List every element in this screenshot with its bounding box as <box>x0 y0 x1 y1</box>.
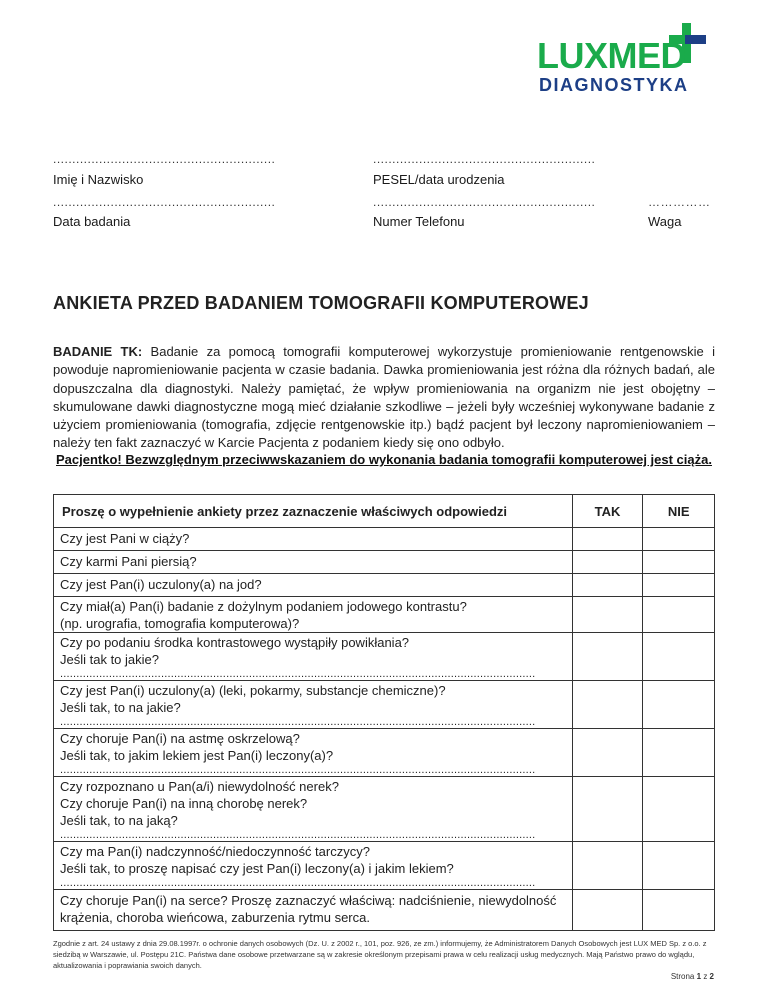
answer-no-cell[interactable] <box>643 681 715 729</box>
logo-brand: LUXMED <box>537 35 686 76</box>
answer-dotline[interactable]: .................................................................................................................................................. <box>60 877 536 889</box>
answer-yes-cell[interactable] <box>572 681 643 729</box>
logo-subtitle: DIAGNOSTYKA <box>539 75 689 95</box>
answer-no-cell[interactable] <box>643 729 715 777</box>
table-header-no: NIE <box>643 495 715 528</box>
table-header-row <box>54 495 715 528</box>
question-text: Czy choruje Pan(i) na inną chorobę nerek? <box>60 796 308 811</box>
table-row <box>54 574 715 597</box>
answer-yes-cell[interactable] <box>572 842 643 890</box>
answer-no-cell[interactable] <box>643 777 715 842</box>
question-text: Czy choruje Pan(i) na serce? Proszę zaznaczyć właściwą: nadciśnienie, niewydolność <box>60 893 557 908</box>
page-current: 1 <box>696 972 702 981</box>
page-number <box>671 972 714 981</box>
question-text: Jeśli tak, to na jakie? <box>60 700 181 715</box>
answer-no-cell[interactable] <box>643 551 715 574</box>
date-field-dots[interactable]: .......................................................... <box>53 195 276 209</box>
answer-dotline[interactable]: .................................................................................................................................................. <box>60 668 536 680</box>
question-text: Czy miał(a) Pan(i) badanie z dożylnym podaniem jodowego kontrastu? <box>60 599 467 614</box>
answer-yes-cell[interactable] <box>572 729 643 777</box>
question-text: Czy jest Pan(i) uczulony(a) na jod? <box>60 577 262 592</box>
answer-yes-cell[interactable] <box>572 574 643 597</box>
answer-no-cell[interactable] <box>643 842 715 890</box>
question-text: krążenia, choroba wieńcowa, zaburzenia rytmu serca. <box>60 910 370 925</box>
page-title: ANKIETA PRZED BADANIEM TOMOGRAFII KOMPUTEROWEJ <box>53 293 589 313</box>
questionnaire-table <box>53 494 715 931</box>
answer-dotline[interactable]: .................................................................................................................................................. <box>60 764 536 776</box>
phone-label: Numer Telefonu <box>373 214 465 229</box>
table-row <box>54 633 715 681</box>
weight-label: Waga <box>648 214 682 229</box>
question-text: Czy choruje Pan(i) na astmę oskrzelową? <box>60 731 300 746</box>
table-row <box>54 551 715 574</box>
question-text: (np. urografia, tomografia komputerowa)? <box>60 616 300 631</box>
table-row <box>54 597 715 633</box>
intro-text: Badanie za pomocą tomografii komputerowej wykorzystuje promieniowanie rentgenowskie i powoduje napromieniowanie pacjenta w czasie badania. Dawka promieniowania jest różna dla różnych badań, ale dopuszczalna dla diagnostyki. Należy pamiętać, że wpływ promieniowania na organizm nie jest obojętny – skumulowane dawki diagnostyczne mogą mieć działanie szkodliwe – jeżeli były wcześniej wykonywane badanie z użyciem promieniowania (tomografia, zdjęcie rentgenowskie itp.) bądź pacjent był leczony napromieniowaniem – należy ten fakt zaznaczyć w Karcie Pacjenta z podaniem kiedy się ono odbyło. <box>53 344 716 451</box>
answer-yes-cell[interactable] <box>572 777 643 842</box>
table-row <box>54 681 715 729</box>
table-row <box>54 777 715 842</box>
pesel-field-dots[interactable]: .......................................................... <box>373 152 596 166</box>
privacy-footer: Zgodnie z art. 24 ustawy z dnia 29.08.1997r. o ochronie danych osobowych (Dz. U. z 2002 r., 101, poz. 926, ze zm.) informujemy, że Administratorem Danych Osobowych jest LUX MED Sp. z o.o. z siedzibą w Warszawie, ul. Postępu 21C. Państwa dane osobowe przetwarzane są w zakresie określonym przepisami prawa w celu realizacji usług medycznych. Mają Państwo prawo do wglądu, aktualizowania i poprawiania swoich danych. <box>53 939 707 970</box>
table-row <box>54 890 715 931</box>
answer-no-cell[interactable] <box>643 890 715 931</box>
answer-no-cell[interactable] <box>643 597 715 633</box>
phone-field-dots[interactable]: .......................................................... <box>373 195 596 209</box>
table-row <box>54 842 715 890</box>
question-text: Czy ma Pan(i) nadczynność/niedoczynność tarczycy? <box>60 844 370 859</box>
answer-dotline[interactable]: .................................................................................................................................................. <box>60 829 536 841</box>
name-label: Imię i Nazwisko <box>53 172 144 187</box>
answer-dotline[interactable]: .................................................................................................................................................. <box>60 716 536 728</box>
weight-field-dots[interactable]: …………… <box>648 195 711 209</box>
question-text: Czy jest Pan(i) uczulony(a) (leki, pokarmy, substancje chemiczne)? <box>60 683 446 698</box>
logo-cross-accent <box>685 35 706 44</box>
table-header-question: Proszę o wypełnienie ankiety przez zaznaczenie właściwych odpowiedzi <box>54 495 573 528</box>
page-label: Strona <box>670 972 695 981</box>
question-text: Czy karmi Pani piersią? <box>60 554 197 569</box>
question-text: Jeśli tak, to proszę napisać czy jest Pan(i) leczony(a) i jakim lekiem? <box>60 861 454 876</box>
answer-yes-cell[interactable] <box>572 551 643 574</box>
answer-no-cell[interactable] <box>643 574 715 597</box>
question-text: Czy jest Pani w ciąży? <box>60 531 190 546</box>
pesel-label: PESEL/data urodzenia <box>373 172 505 187</box>
pregnancy-warning: Pacjentko! Bezwzględnym przeciwwskazaniem do wykonania badania tomografii komputerowej jest ciąża. <box>56 452 712 467</box>
answer-yes-cell[interactable] <box>572 597 643 633</box>
question-text: Jeśli tak, to jakim lekiem jest Pan(i) leczony(a)? <box>60 748 334 763</box>
question-text: Czy rozpoznano u Pan(a/i) niewydolność nerek? <box>60 779 339 794</box>
question-text: Jeśli tak, to na jaką? <box>60 813 178 828</box>
intro-lead: BADANIE TK: <box>53 344 143 359</box>
table-header-yes: TAK <box>572 495 643 528</box>
question-text: Czy po podaniu środka kontrastowego wystąpiły powikłania? <box>60 635 410 650</box>
page-sep: z <box>703 972 708 981</box>
answer-yes-cell[interactable] <box>572 528 643 551</box>
intro-paragraph <box>53 343 715 453</box>
answer-no-cell[interactable] <box>643 528 715 551</box>
date-label: Data badania <box>53 214 131 229</box>
answer-yes-cell[interactable] <box>572 890 643 931</box>
question-text: Jeśli tak to jakie? <box>60 652 159 667</box>
name-field-dots[interactable]: .......................................................... <box>53 152 276 166</box>
page-total: 2 <box>709 972 714 981</box>
answer-yes-cell[interactable] <box>572 633 643 681</box>
table-row <box>54 528 715 551</box>
answer-no-cell[interactable] <box>643 633 715 681</box>
table-row <box>54 729 715 777</box>
